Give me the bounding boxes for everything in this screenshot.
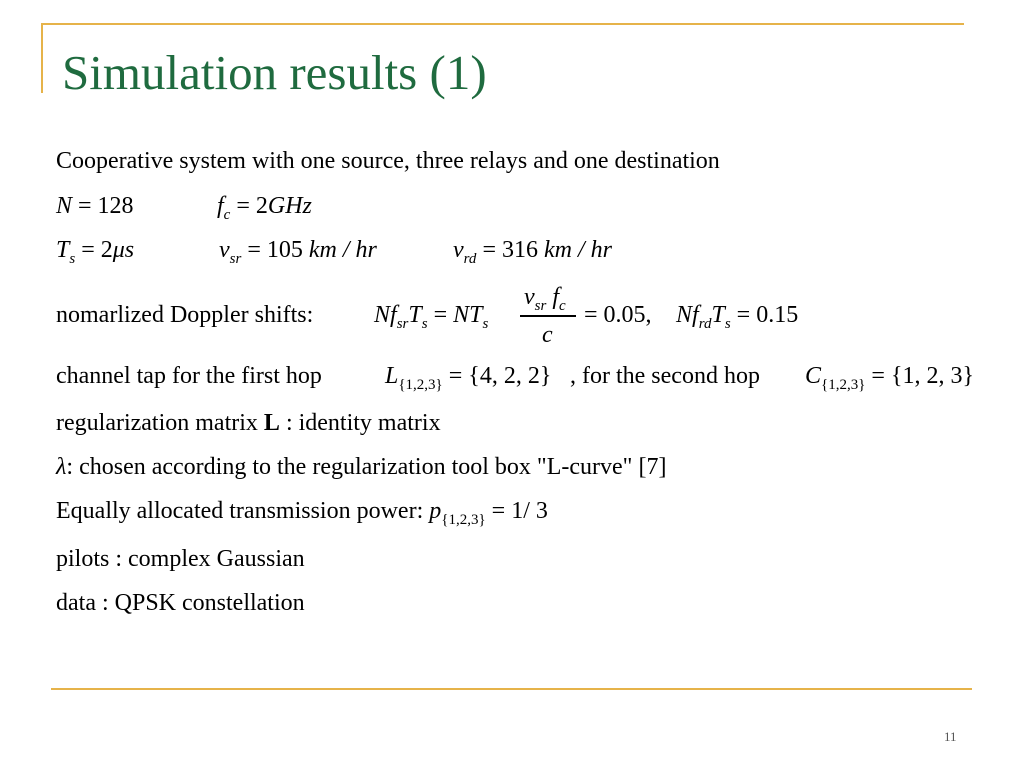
page-number: 11	[944, 729, 957, 744]
tap-first-index: {1,2,3}	[398, 377, 443, 393]
reg-matrix-label: regularization matrix	[56, 410, 258, 436]
tap-first-equation: $L_{\{1,2,3\}} = \{4$, 2, 2}	[385, 363, 552, 393]
ts-unit: μs	[112, 237, 135, 263]
vsr-value: = 105	[247, 237, 303, 263]
lambda-text: : chosen according to the regularization tool box "L-curve" [7]	[66, 454, 667, 480]
power-line: Equally allocated transmission power: $p_{\{1,2,3\}} = 1/$ 3	[56, 498, 548, 528]
reg-matrix-value: identity matrix	[298, 410, 441, 436]
doppler-label: nomarlized Doppler shifts:	[56, 302, 314, 328]
doppler-fraction	[520, 282, 578, 354]
doppler-rd-equation: $Nf_{rd}T_s = 0.15$	[676, 302, 799, 332]
vsr-unit: km / hr	[308, 237, 377, 263]
tap-first-label: channel tap for the first hop	[56, 363, 322, 389]
n-equation: N = 128	[56, 193, 134, 219]
tap-first-set: = {4, 2, 2}	[448, 363, 552, 389]
fraction-numerator: $v_{sr}$ $f_c$	[524, 284, 566, 314]
data-line: data : QPSK constellation	[56, 590, 305, 616]
vrd-value: = 316	[482, 237, 538, 263]
top-border-line	[41, 23, 964, 25]
bottom-border-line	[51, 688, 972, 690]
doppler-rd-value: = 0.15	[736, 302, 799, 328]
system-description: Cooperative system with one source, three relays and one destination	[56, 148, 720, 174]
vrd-equation: $v_{rd} = 316$ km / hr	[453, 237, 612, 267]
vsr-equation: $v_{sr} = 105$ km / hr	[219, 237, 377, 267]
tap-second-set: = {1, 2, 3}	[871, 363, 974, 389]
fc-unit: GHz	[267, 193, 312, 219]
power-index: {1,2,3}	[441, 512, 486, 528]
power-value: = 1/ 3	[491, 498, 548, 524]
reg-matrix-line: regularization matrix L : identity matrix	[56, 410, 441, 436]
doppler-sr-value: = 0.05,	[584, 302, 652, 328]
lambda-line	[56, 452, 666, 482]
tap-second-index: {1,2,3}	[821, 377, 866, 393]
vrd-unit: km / hr	[543, 237, 612, 263]
ts-value: = 2	[81, 237, 113, 263]
fc-equation: $f_c = 2GHz$	[217, 193, 312, 223]
doppler-sr-lhs: $Nf_{sr}T_s = NT_s$	[374, 302, 489, 332]
left-border-line	[41, 23, 43, 93]
tap-second-label: , for the second hop	[570, 363, 760, 389]
fraction-denominator: c	[542, 322, 553, 348]
tap-second-equation: $C_{\{1,2,3\}} = \{1$, 2, 3}	[805, 363, 974, 393]
n-value: = 128	[78, 193, 134, 219]
fraction-bar	[520, 315, 576, 317]
ts-equation: $T_s = 2\mu s$	[56, 237, 135, 267]
power-label: Equally allocated transmission power:	[56, 498, 424, 524]
fc-value: = 2	[236, 193, 268, 219]
lambda-symbol: λ	[56, 454, 67, 480]
slide-title: Simulation results (1)	[62, 45, 487, 100]
pilots-line: pilots : complex Gaussian	[56, 546, 305, 572]
